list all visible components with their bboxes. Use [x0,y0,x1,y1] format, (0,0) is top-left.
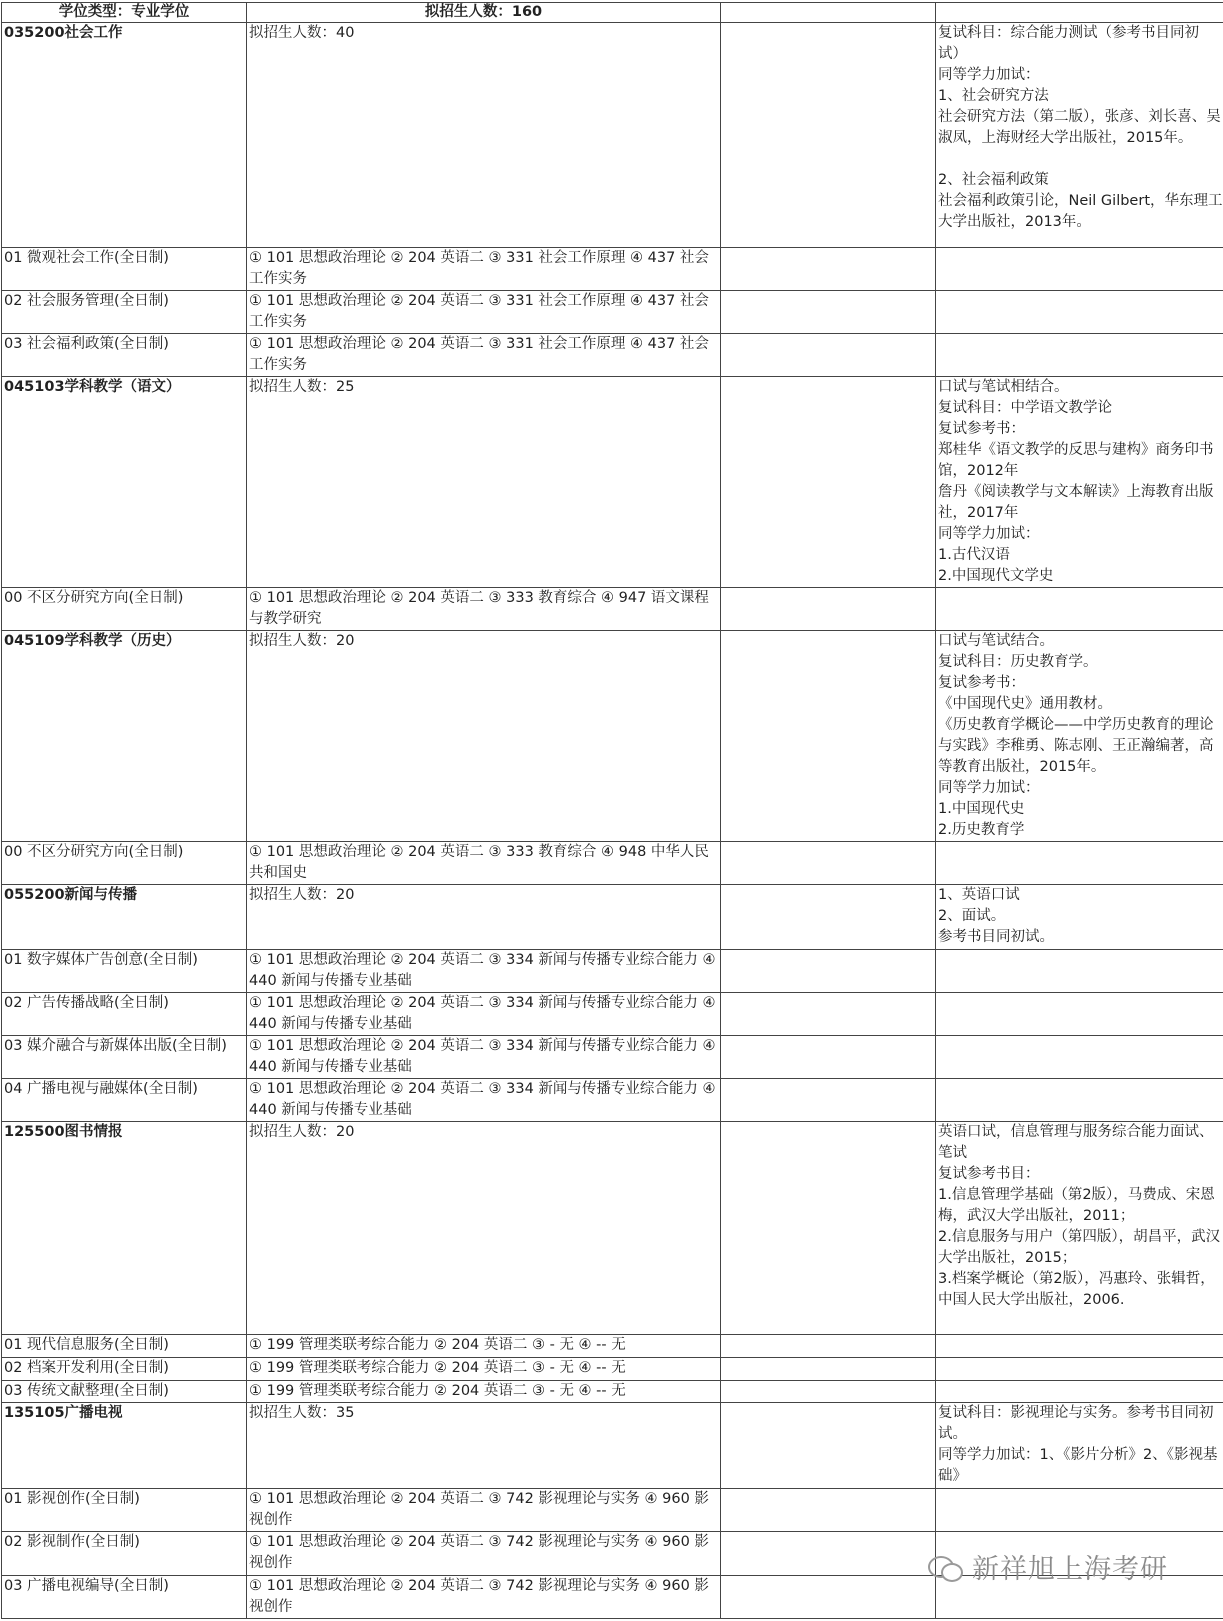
major-name: 135105广播电视 [2,1403,247,1489]
direction-row [2,1335,1223,1358]
remarks-cell [936,1381,1223,1403]
direction-row [2,1381,1223,1403]
major-row [2,377,1223,588]
admissions-table [1,2,1223,1619]
header-remarks-col [936,3,1223,23]
direction-name: 03 传统文献整理(全日制) [2,1381,247,1403]
note-cell [721,23,936,248]
enrollment-count: 拟招生人数：40 [247,23,721,248]
remarks-cell: 英语口试，信息管理与服务综合能力面试、笔试 复试参考书目： 1.信息管理学基础（第2版），马费成、宋恩梅，武汉大学出版社，2011； 2.信息服务与用户（第四版），胡昌平，武汉大学出版社，2015； 3.档案学概论（第2版），冯惠玲、张辑哲，中国人民大学出版社，2006. [936,1122,1223,1335]
direction-row [2,1489,1223,1532]
remarks-cell: 复试科目：影视理论与实务。参考书目同初试。 同等学力加试：1、《影片分析》2、《影视基础》 [936,1403,1223,1489]
exam-subjects: ① 101 思想政治理论 ② 204 英语二 ③ 333 教育综合 ④ 948 中华人民共和国史 [247,842,721,885]
remarks-cell [936,950,1223,993]
enrollment-count: 拟招生人数：20 [247,885,721,950]
table-body [2,23,1223,1619]
header-enrollment-total: 拟招生人数：160 [247,3,721,23]
watermark [928,1547,1168,1586]
exam-subjects: ① 101 思想政治理论 ② 204 英语二 ③ 331 社会工作原理 ④ 437 社会工作实务 [247,248,721,291]
remarks-cell [936,1079,1223,1122]
remarks-cell: 1、英语口试 2、面试。 参考书目同初试。 [936,885,1223,950]
remarks-cell [936,334,1223,377]
remarks-cell [936,1335,1223,1358]
direction-name: 00 不区分研究方向(全日制) [2,588,247,631]
enrollment-count: 拟招生人数：20 [247,1122,721,1335]
direction-name: 03 社会福利政策(全日制) [2,334,247,377]
note-cell [721,334,936,377]
major-row [2,1122,1223,1335]
table-header-row [2,3,1223,23]
note-cell [721,1576,936,1619]
direction-name: 03 广播电视编导(全日制) [2,1576,247,1619]
major-name: 125500图书情报 [2,1122,247,1335]
note-cell [721,950,936,993]
direction-row [2,950,1223,993]
major-name: 055200新闻与传播 [2,885,247,950]
remarks-cell [936,842,1223,885]
direction-name: 01 微观社会工作(全日制) [2,248,247,291]
remarks-cell [936,993,1223,1036]
note-cell [721,1489,936,1532]
note-cell [721,1122,936,1335]
direction-row [2,588,1223,631]
watermark-text: 新祥旭上海考研 [972,1554,1168,1585]
remarks-cell: 口试与笔试相结合。 复试科目：中学语文教学论 复试参考书： 郑桂华《语文教学的反思与建构》商务印书馆，2012年 詹丹《阅读教学与文本解读》上海教育出版社，2017年 同等学力加试： 1.古代汉语 2.中国现代文学史 [936,377,1223,588]
exam-subjects: ① 101 思想政治理论 ② 204 英语二 ③ 742 影视理论与实务 ④ 960 影视创作 [247,1532,721,1576]
direction-row [2,842,1223,885]
remarks-cell [936,291,1223,334]
remarks-cell [936,1489,1223,1532]
direction-name: 02 社会服务管理(全日制) [2,291,247,334]
direction-name: 04 广播电视与融媒体(全日制) [2,1079,247,1122]
direction-row [2,1079,1223,1122]
direction-row [2,993,1223,1036]
major-row [2,1403,1223,1489]
note-cell [721,885,936,950]
note-cell [721,588,936,631]
exam-subjects: ① 101 思想政治理论 ② 204 英语二 ③ 334 新闻与传播专业综合能力 ④ 440 新闻与传播专业基础 [247,1079,721,1122]
remarks-cell [936,1036,1223,1079]
direction-name: 02 广告传播战略(全日制) [2,993,247,1036]
enrollment-count: 拟招生人数：25 [247,377,721,588]
header-degree-type: 学位类型：专业学位 [2,3,247,23]
note-cell [721,631,936,842]
exam-subjects: ① 101 思想政治理论 ② 204 英语二 ③ 334 新闻与传播专业综合能力 ④ 440 新闻与传播专业基础 [247,1036,721,1079]
note-cell [721,1036,936,1079]
exam-subjects: ① 199 管理类联考综合能力 ② 204 英语二 ③ - 无 ④ -- 无 [247,1358,721,1381]
remarks-cell [936,588,1223,631]
note-cell [721,842,936,885]
major-row [2,23,1223,248]
remarks-cell: 复试科目：综合能力测试（参考书目同初试） 同等学力加试： 1、社会研究方法 社会研究方法（第二版），张彦、刘长喜、吴淑凤，上海财经大学出版社，2015年。 2、社会福利政策 社会福利政策引论，Neil Gilbert，华东理工大学出版社，2013年。 [936,23,1223,248]
direction-name: 01 现代信息服务(全日制) [2,1335,247,1358]
exam-subjects: ① 101 思想政治理论 ② 204 英语二 ③ 334 新闻与传播专业综合能力 ④ 440 新闻与传播专业基础 [247,993,721,1036]
note-cell [721,291,936,334]
header-empty-col [721,3,936,23]
note-cell [721,1532,936,1576]
exam-subjects: ① 101 思想政治理论 ② 204 英语二 ③ 331 社会工作原理 ④ 437 社会工作实务 [247,291,721,334]
major-name: 045103学科教学（语文） [2,377,247,588]
direction-row [2,291,1223,334]
note-cell [721,248,936,291]
note-cell [721,993,936,1036]
note-cell [721,1381,936,1403]
enrollment-count: 拟招生人数：20 [247,631,721,842]
note-cell [721,1403,936,1489]
exam-subjects: ① 101 思想政治理论 ② 204 英语二 ③ 742 影视理论与实务 ④ 960 影视创作 [247,1576,721,1619]
direction-name: 02 影视制作(全日制) [2,1532,247,1576]
remarks-cell [936,1358,1223,1381]
wechat-icon [928,1554,964,1580]
major-row [2,885,1223,950]
remarks-cell [936,248,1223,291]
note-cell [721,377,936,588]
exam-subjects: ① 199 管理类联考综合能力 ② 204 英语二 ③ - 无 ④ -- 无 [247,1381,721,1403]
exam-subjects: ① 101 思想政治理论 ② 204 英语二 ③ 334 新闻与传播专业综合能力 ④ 440 新闻与传播专业基础 [247,950,721,993]
exam-subjects: ① 101 思想政治理论 ② 204 英语二 ③ 331 社会工作原理 ④ 437 社会工作实务 [247,334,721,377]
direction-name: 01 影视创作(全日制) [2,1489,247,1532]
note-cell [721,1358,936,1381]
direction-row [2,248,1223,291]
direction-row [2,1036,1223,1079]
exam-subjects: ① 101 思想政治理论 ② 204 英语二 ③ 333 教育综合 ④ 947 语文课程与教学研究 [247,588,721,631]
direction-name: 02 档案开发利用(全日制) [2,1358,247,1381]
major-name: 045109学科教学（历史） [2,631,247,842]
major-row [2,631,1223,842]
remarks-cell: 口试与笔试结合。 复试科目：历史教育学。 复试参考书： 《中国现代史》通用教材。 《历史教育学概论——中学历史教育的理论与实践》李稚勇、陈志刚、王正瀚编著，高等教育出版社，2015年。 同等学力加试： 1.中国现代史 2.历史教育学 [936,631,1223,842]
direction-name: 03 媒介融合与新媒体出版(全日制) [2,1036,247,1079]
exam-subjects: ① 199 管理类联考综合能力 ② 204 英语二 ③ - 无 ④ -- 无 [247,1335,721,1358]
major-name: 035200社会工作 [2,23,247,248]
exam-subjects: ① 101 思想政治理论 ② 204 英语二 ③ 742 影视理论与实务 ④ 960 影视创作 [247,1489,721,1532]
direction-row [2,334,1223,377]
direction-name: 00 不区分研究方向(全日制) [2,842,247,885]
note-cell [721,1079,936,1122]
note-cell [721,1335,936,1358]
enrollment-count: 拟招生人数：35 [247,1403,721,1489]
direction-name: 01 数字媒体广告创意(全日制) [2,950,247,993]
direction-row [2,1358,1223,1381]
